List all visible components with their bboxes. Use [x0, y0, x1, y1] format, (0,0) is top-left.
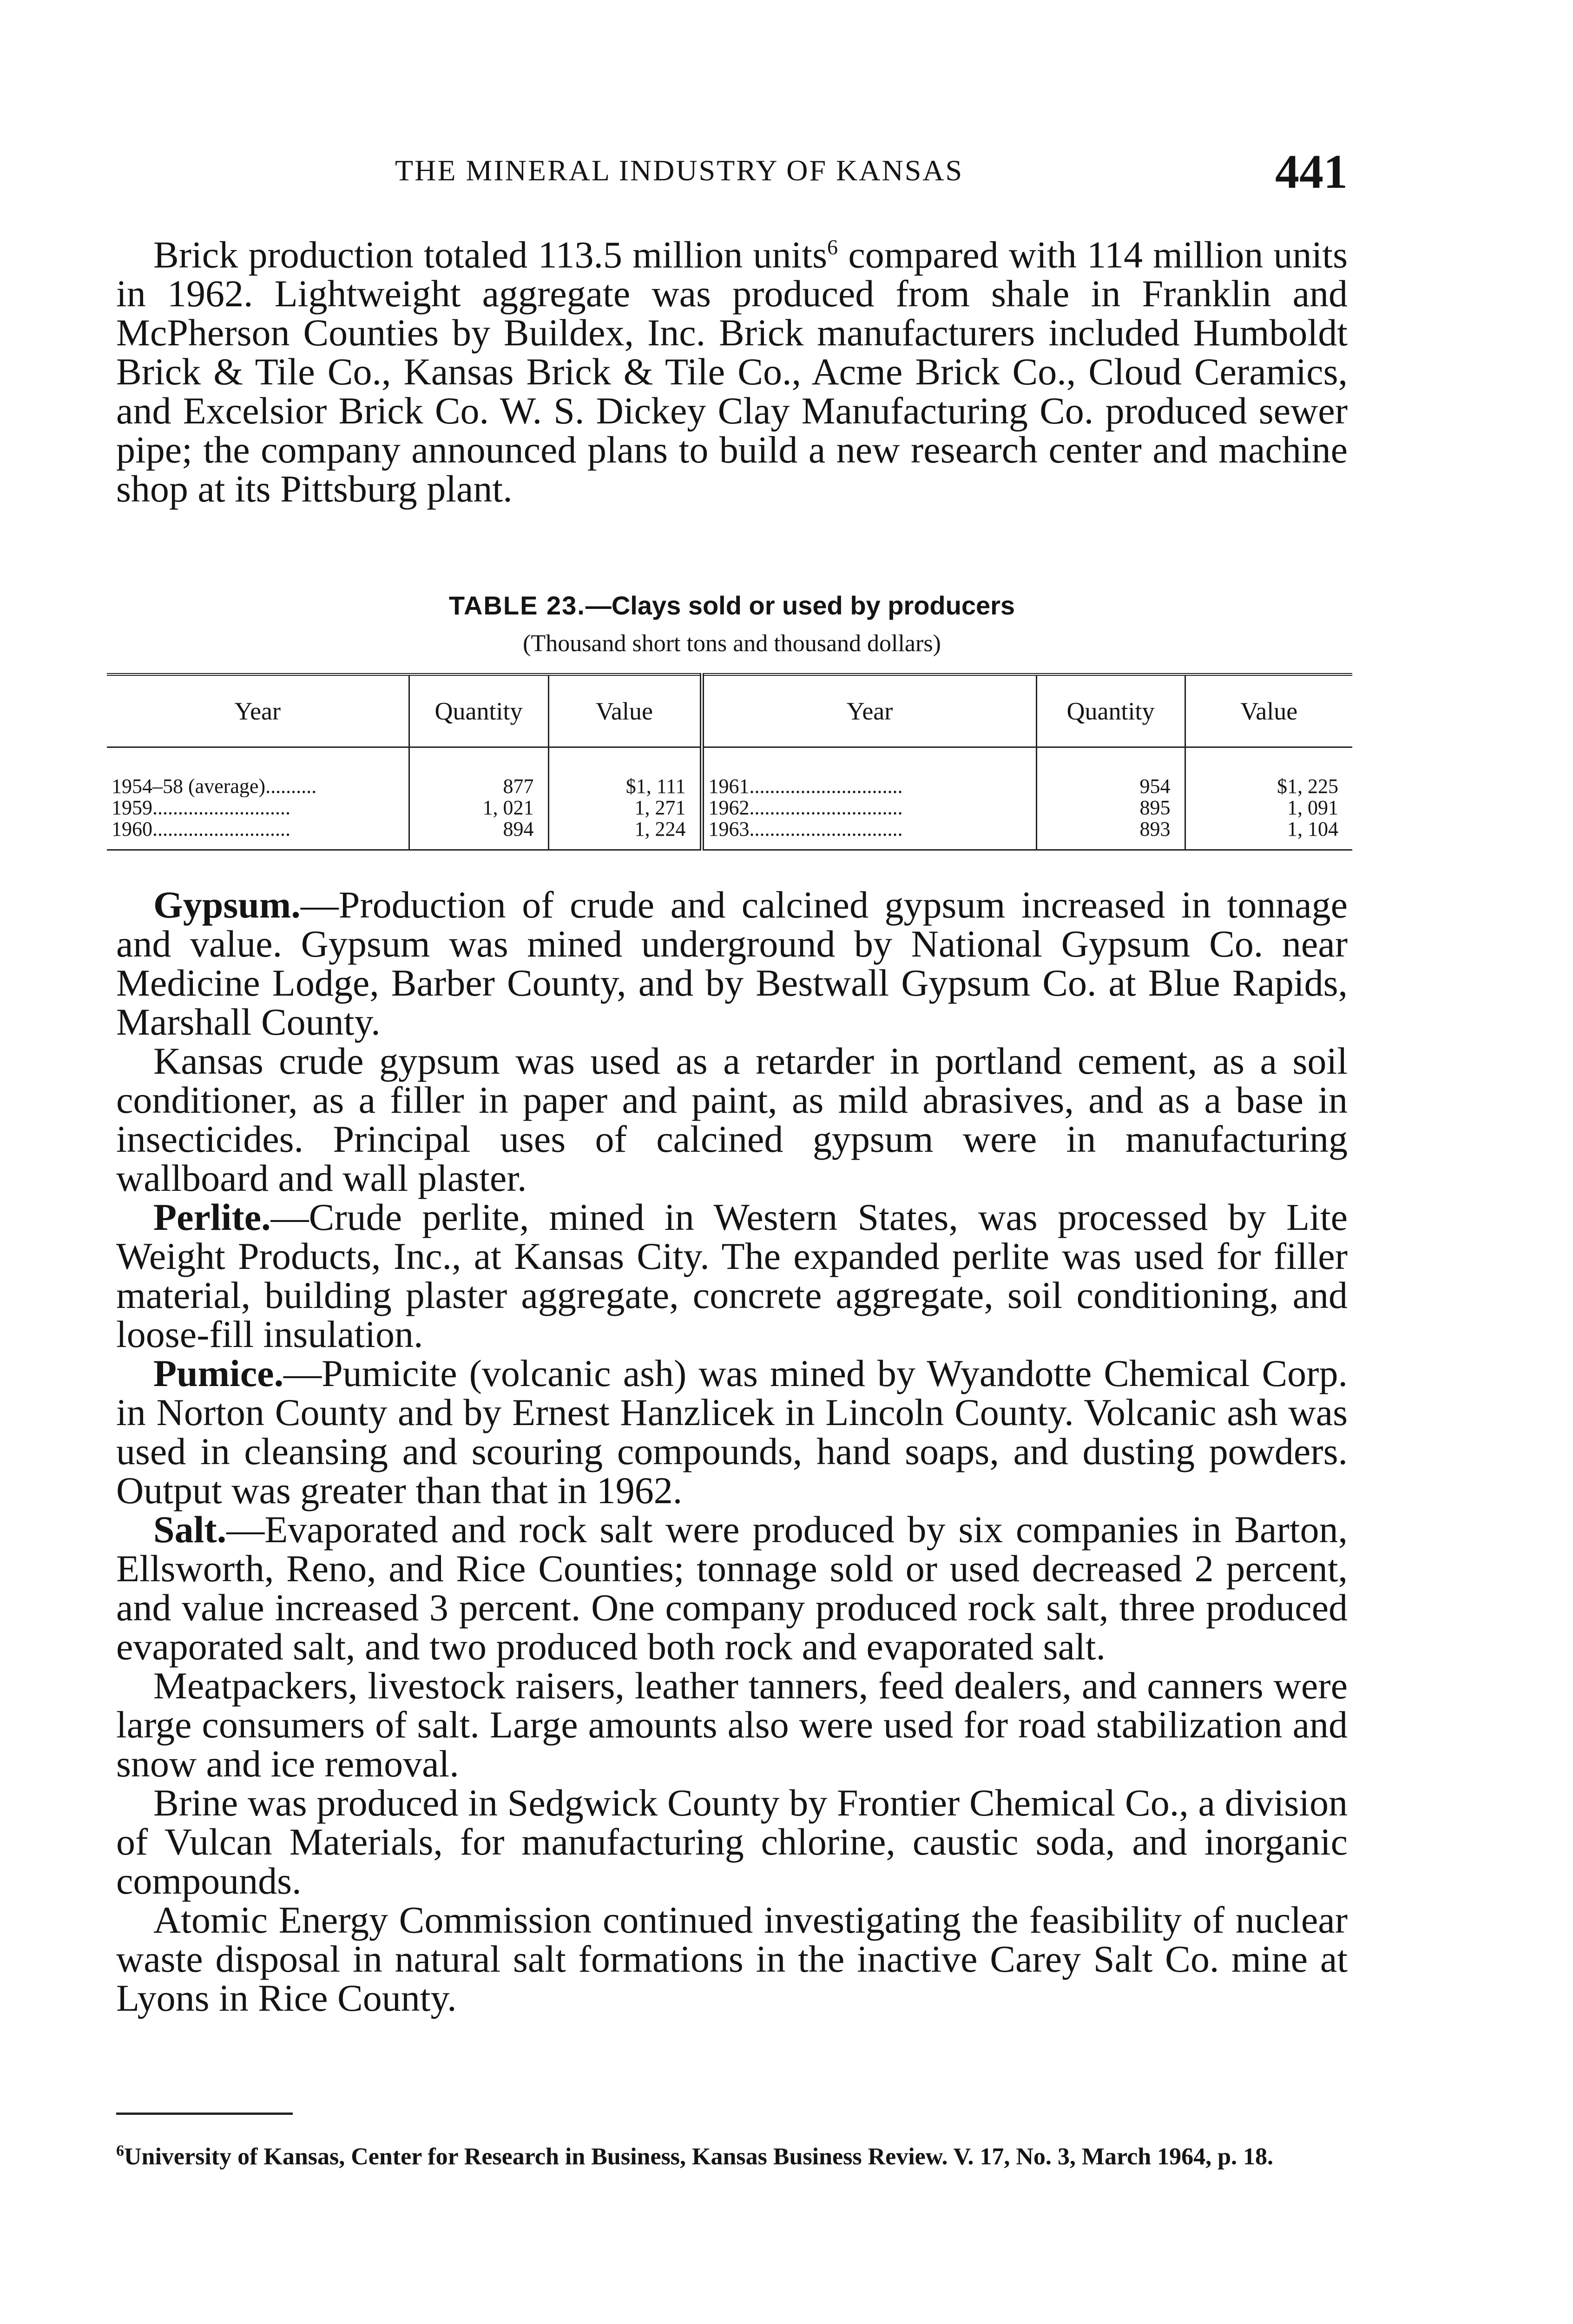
clays-table: [107, 673, 1352, 851]
quantity-value: 893: [1139, 818, 1171, 840]
footnote-reference: 6: [827, 235, 838, 259]
table-header-row: [107, 674, 1352, 747]
paragraph-text: —Evaporated and rock salt were produced by six companies in Barton, Ellsworth, Reno, and Rice Counties; tonnage sold or used decreased 2 percent, and value increased 3 percent. One company produced rock salt, three produced evaporated salt, and two produced both rock and evaporated salt.: [116, 1508, 1348, 1668]
header-value-left: Value: [548, 674, 702, 747]
intro-paragraph: [116, 228, 1348, 508]
paragraph-salt-consumers: [116, 1666, 1348, 1783]
right-values-cell: [1185, 747, 1352, 850]
paragraph-gypsum-uses: [116, 1042, 1348, 1198]
paragraph-gypsum: [116, 885, 1348, 1042]
section-heading-perlite: Perlite.: [153, 1196, 271, 1238]
section-heading-salt: Salt.: [153, 1508, 227, 1551]
paragraph-brine: [116, 1783, 1348, 1901]
table-title: [116, 590, 1348, 621]
header-quantity-left: Quantity: [409, 674, 548, 747]
value-amount: $1, 111: [625, 775, 686, 798]
left-years-cell: [107, 747, 409, 850]
body-section: [116, 885, 1348, 2018]
right-quantities-cell: [1036, 747, 1185, 850]
year-label: 1962..............................: [708, 797, 903, 819]
page-number: 441: [1275, 145, 1348, 198]
header-year-right: Year: [702, 674, 1036, 747]
paragraph-perlite: [116, 1198, 1348, 1354]
section-heading-pumice: Pumice.: [153, 1352, 284, 1394]
paragraph-atomic-energy: [116, 1901, 1348, 2018]
value-amount: 1, 224: [634, 818, 686, 840]
footnote-divider: [116, 2113, 293, 2115]
paragraph-text: Kansas crude gypsum was used as a retarder in portland cement, as a soil conditioner, as a filler in paper and paint, as mild abrasives, and as a base in insecticides. Principal uses of calcined gypsum were in manufacturing wallboard and wall plaster.: [116, 1040, 1348, 1199]
intro-text-continued: compared with 114 million units in 1962. Lightweight aggregate was produced from shale in Franklin and McPherson Counties by Buildex, Inc. Brick manufacturers included Humboldt Brick & Tile Co., Kansas Brick & Tile Co., Acme Brick Co., Cloud Ceramics, and Excelsior Brick Co. W. S. Dickey Clay Manufacturing Co. produced sewer pipe; the company announced plans to build a new research center and machine shop at its Pittsburg plant.: [116, 233, 1348, 510]
table-caption: —Clays sold or used by producers: [585, 591, 1015, 620]
quantity-value: 1, 021: [482, 796, 534, 819]
footnote: [116, 2138, 1348, 2170]
paragraph-text: Brine was produced in Sedgwick County by Frontier Chemical Co., a division of Vulcan Materials, for manufacturing chlorine, caustic soda, and inorganic compounds.: [116, 1782, 1348, 1902]
year-label: 1961..............................: [708, 776, 903, 797]
running-title: THE MINERAL INDUSTRY OF KANSAS: [395, 154, 964, 187]
value-amount: $1, 225: [1277, 775, 1338, 798]
section-heading-gypsum: Gypsum.: [153, 884, 301, 926]
footnote-text: University of Kansas, Center for Research in Business, Kansas Business Review. V. 17, No. 3, March 1964, p. 18.: [124, 2143, 1274, 2170]
quantity-value: 895: [1139, 796, 1171, 819]
year-label: 1954–58 (average)..........: [112, 776, 317, 797]
paragraph-text: —Crude perlite, mined in Western States, was processed by Lite Weight Products, Inc., at Kansas City. The expanded perlite was used for filler material, building plaster aggregate, concrete aggregate, soil conditioning, and loose-fill insulation.: [116, 1196, 1348, 1355]
left-quantities-cell: [409, 747, 548, 850]
paragraph-text: Meatpackers, livestock raisers, leather tanners, feed dealers, and canners were large consumers of salt. Large amounts also were used for road stabilization and snow and ice removal.: [116, 1664, 1348, 1785]
header-year-left: Year: [107, 674, 409, 747]
paragraph-salt: [116, 1510, 1348, 1666]
table-subtitle: (Thousand short tons and thousand dollars): [523, 630, 941, 657]
table-row: [107, 747, 1352, 850]
page-header: [116, 145, 1348, 205]
left-values-cell: [548, 747, 702, 850]
value-amount: 1, 271: [634, 796, 686, 819]
paragraph-text: —Pumicite (volcanic ash) was mined by Wyandotte Chemical Corp. in Norton County and by Ernest Hanzlicek in Lincoln County. Volcanic ash was used in cleansing and scouring compounds, hand soaps, and dusting powders. Output was greater than that in 1962.: [116, 1352, 1348, 1512]
value-amount: 1, 104: [1287, 818, 1338, 840]
year-label: 1959...........................: [112, 797, 290, 819]
paragraph-text: —Production of crude and calcined gypsum increased in tonnage and value. Gypsum was mined underground by National Gypsum Co. near Medicine Lodge, Barber County, and by Bestwall Gypsum Co. at Blue Rapids, Marshall County.: [116, 884, 1348, 1043]
quantity-value: 954: [1139, 775, 1171, 798]
value-amount: 1, 091: [1287, 796, 1338, 819]
paragraph-text: Atomic Energy Commission continued investigating the feasibility of nuclear waste disposal in natural salt formations in the inactive Carey Salt Co. mine at Lyons in Rice County.: [116, 1899, 1348, 2019]
header-value-right: Value: [1185, 674, 1352, 747]
footnote-mark: 6: [116, 2142, 124, 2159]
quantity-value: 894: [503, 818, 534, 840]
right-years-cell: [702, 747, 1036, 850]
table-number: TABLE 23.: [448, 591, 586, 620]
header-quantity-right: Quantity: [1036, 674, 1185, 747]
quantity-value: 877: [503, 775, 534, 798]
paragraph-pumice: [116, 1354, 1348, 1510]
year-label: 1963..............................: [708, 819, 903, 840]
year-label: 1960...........................: [112, 819, 290, 840]
intro-text: Brick production totaled 113.5 million units: [153, 233, 828, 276]
